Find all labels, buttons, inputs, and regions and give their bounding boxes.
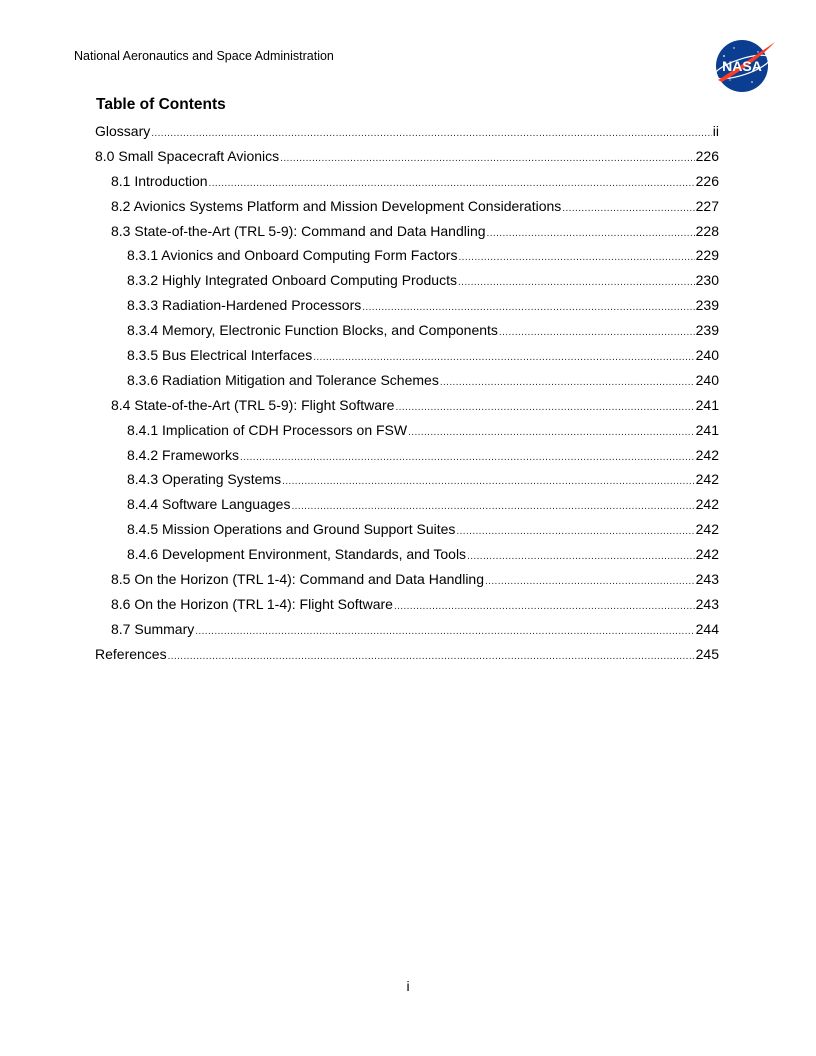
toc-entry-title: 8.3 State-of-the-Art (TRL 5-9): Command and Data Handling (111, 222, 486, 239)
toc-entry[interactable] (95, 144, 719, 169)
toc-dot-leader (168, 645, 695, 670)
toc-entry[interactable] (95, 194, 719, 219)
toc-dot-leader (499, 321, 695, 346)
toc-entry-title: 8.3.2 Highly Integrated Onboard Computing Products (127, 272, 457, 289)
toc-entry-page: 241 (695, 421, 719, 438)
toc-dot-leader (395, 396, 694, 421)
toc-entry[interactable] (95, 368, 719, 393)
toc-dot-leader (485, 570, 695, 595)
toc-entry[interactable] (95, 592, 719, 617)
toc-entry[interactable] (95, 219, 719, 244)
toc-entry-page: 239 (695, 322, 719, 339)
toc-entry[interactable] (95, 617, 719, 642)
toc-entry[interactable] (95, 293, 719, 318)
toc-dot-leader (440, 371, 695, 396)
toc-dot-leader (394, 595, 695, 620)
toc-entry[interactable] (95, 517, 719, 542)
toc-entry-page: 242 (695, 446, 719, 463)
toc-entry-page: 241 (695, 396, 719, 413)
toc-entry[interactable] (95, 418, 719, 443)
toc-entry[interactable] (95, 318, 719, 343)
toc-dot-leader (282, 470, 695, 495)
toc-dot-leader (240, 446, 695, 471)
toc-entry-page: 242 (695, 496, 719, 513)
toc-entry-title: 8.4.3 Operating Systems (127, 471, 282, 488)
toc-dot-leader (458, 271, 695, 296)
page-number: i (406, 978, 410, 994)
toc-entry-title: 8.1 Introduction (111, 172, 208, 189)
toc-entry[interactable] (95, 443, 719, 468)
toc-entry-title: 8.3.5 Bus Electrical Interfaces (127, 347, 313, 364)
toc-entry-page: 229 (695, 247, 719, 264)
toc-entry-page: ii (712, 123, 719, 139)
toc-entry-page: 244 (695, 620, 719, 637)
toc-entry-title: 8.3.4 Memory, Electronic Function Blocks, and Components (127, 322, 498, 339)
toc-entry[interactable] (95, 393, 719, 418)
toc-entry[interactable] (95, 542, 719, 567)
toc-entry-title: 8.4.6 Development Environment, Standards, and Tools (127, 546, 467, 563)
toc-entry-page: 240 (695, 347, 719, 364)
toc-entry-page: 242 (695, 471, 719, 488)
toc-entry[interactable] (95, 343, 719, 368)
toc-entry[interactable] (95, 119, 719, 144)
toc-entry-page: 243 (695, 595, 719, 612)
toc-dot-leader (562, 197, 694, 222)
toc-dot-leader (456, 520, 694, 545)
toc-entry-page: 242 (695, 521, 719, 538)
toc-list (95, 119, 719, 667)
toc-dot-leader (467, 545, 695, 570)
toc-entry-page: 245 (695, 645, 719, 662)
toc-entry[interactable] (95, 243, 719, 268)
toc-entry-page: 240 (695, 371, 719, 388)
toc-entry-title: 8.4.4 Software Languages (127, 496, 291, 513)
toc-entry-page: 243 (695, 571, 719, 588)
toc-entry-title: 8.4.1 Implication of CDH Processors on FSW (127, 421, 408, 438)
toc-entry-page: 226 (695, 172, 719, 189)
toc-dot-leader (280, 147, 694, 172)
toc-entry-page: 226 (695, 147, 719, 164)
nasa-logo (712, 36, 776, 96)
toc-entry-title: 8.3.6 Radiation Mitigation and Tolerance Schemes (127, 371, 439, 388)
toc-dot-leader (195, 620, 694, 645)
toc-dot-leader (458, 246, 694, 271)
toc-entry-page: 227 (695, 197, 719, 214)
toc-entry-title: References (95, 645, 167, 662)
toc-entry[interactable] (95, 268, 719, 293)
toc-entry[interactable] (95, 169, 719, 194)
toc-entry[interactable] (95, 567, 719, 592)
toc-entry-title: 8.5 On the Horizon (TRL 1-4): Command and Data Handling (111, 571, 484, 588)
toc-entry-title: 8.0 Small Spacecraft Avionics (95, 147, 280, 164)
toc-entry[interactable] (95, 492, 719, 517)
toc-entry-title: 8.4 State-of-the-Art (TRL 5-9): Flight Software (111, 396, 395, 413)
toc-entry-title: 8.7 Summary (111, 620, 195, 637)
header-org-name: National Aeronautics and Space Administration (74, 49, 334, 63)
toc-entry-title: 8.3.3 Radiation-Hardened Processors (127, 297, 362, 314)
toc-entry-page: 239 (695, 297, 719, 314)
toc-entry-page: 242 (695, 546, 719, 563)
toc-entry-title: 8.6 On the Horizon (TRL 1-4): Flight Software (111, 595, 393, 612)
toc-entry-title: 8.4.5 Mission Operations and Ground Support Suites (127, 521, 456, 538)
toc-entry-page: 228 (695, 222, 719, 239)
toc-entry-title: 8.3.1 Avionics and Onboard Computing Form Factors (127, 247, 458, 264)
toc-dot-leader (487, 222, 695, 247)
logo-wordmark: NASA (722, 58, 762, 74)
toc-entry[interactable] (95, 642, 719, 667)
toc-entry[interactable] (95, 467, 719, 492)
toc-entry-title: Glossary (95, 123, 151, 139)
toc-dot-leader (408, 421, 695, 446)
toc-title: Table of Contents (96, 96, 226, 113)
toc-entry-title: 8.2 Avionics Systems Platform and Mission Development Considerations (111, 197, 562, 214)
toc-entry-title: 8.4.2 Frameworks (127, 446, 240, 463)
toc-entry-page: 230 (695, 272, 719, 289)
